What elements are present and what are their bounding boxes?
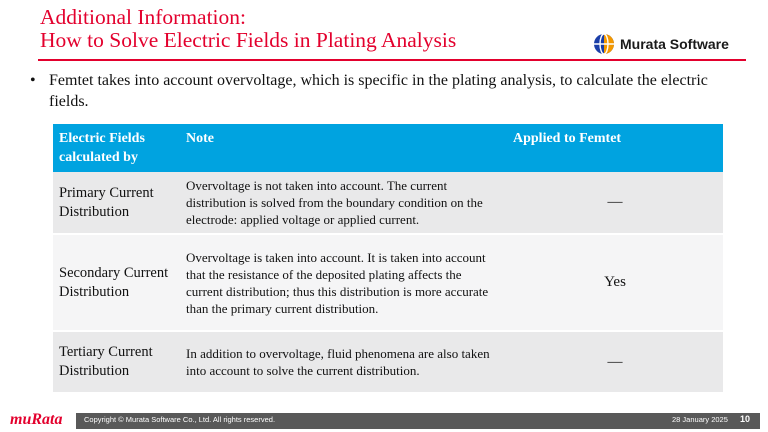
row-note: In addition to overvoltage, fluid phenomena are also taken into account to solve the current distribution.: [180, 331, 507, 393]
row-field: Primary Current Distribution: [53, 172, 180, 234]
footer: [0, 411, 768, 432]
row-field: Secondary Current Distribution: [53, 234, 180, 331]
globe-icon: [593, 33, 615, 55]
header-field: Electric Fields calculated by: [53, 124, 180, 172]
comparison-table: [53, 124, 723, 394]
logo-text: Murata Software: [620, 36, 729, 52]
copyright-text: Copyright © Murata Software Co., Ltd. All rights reserved.: [84, 415, 276, 424]
bullet-dot: •: [30, 72, 36, 89]
title-line-1: Additional Information:: [40, 5, 247, 29]
row-note: Overvoltage is taken into account. It is taken into account that the resistance of the deposited plating affects the current distribution; thus this distribution is more accurate than the primary current distribution.: [180, 234, 507, 331]
row-applied: Yes: [507, 234, 723, 331]
row-field: Tertiary Current Distribution: [53, 331, 180, 393]
table-header-row: [53, 124, 723, 172]
table-row: [53, 172, 723, 234]
bullet-point: [30, 70, 730, 112]
table-row: [53, 331, 723, 393]
title-line-2: How to Solve Electric Fields in Plating Analysis: [40, 28, 457, 52]
row-applied: —: [507, 331, 723, 393]
footer-date: 28 January 2025: [672, 415, 728, 424]
row-note: Overvoltage is not taken into account. The current distribution is solved from the boundary condition on the electrode: applied voltage or applied current.: [180, 172, 507, 234]
page-number: 10: [740, 414, 751, 424]
slide-title: [40, 6, 456, 52]
header-note: Note: [180, 124, 507, 172]
murata-logo: muRata: [10, 411, 63, 428]
murata-software-logo: [593, 33, 729, 55]
table-row: [53, 234, 723, 331]
row-applied: —: [507, 172, 723, 234]
title-divider: [38, 59, 746, 61]
bullet-text: Femtet takes into account overvoltage, which is specific in the plating analysis, to calculate the electric fields.: [49, 72, 708, 110]
header-applied: Applied to Femtet: [507, 124, 723, 172]
